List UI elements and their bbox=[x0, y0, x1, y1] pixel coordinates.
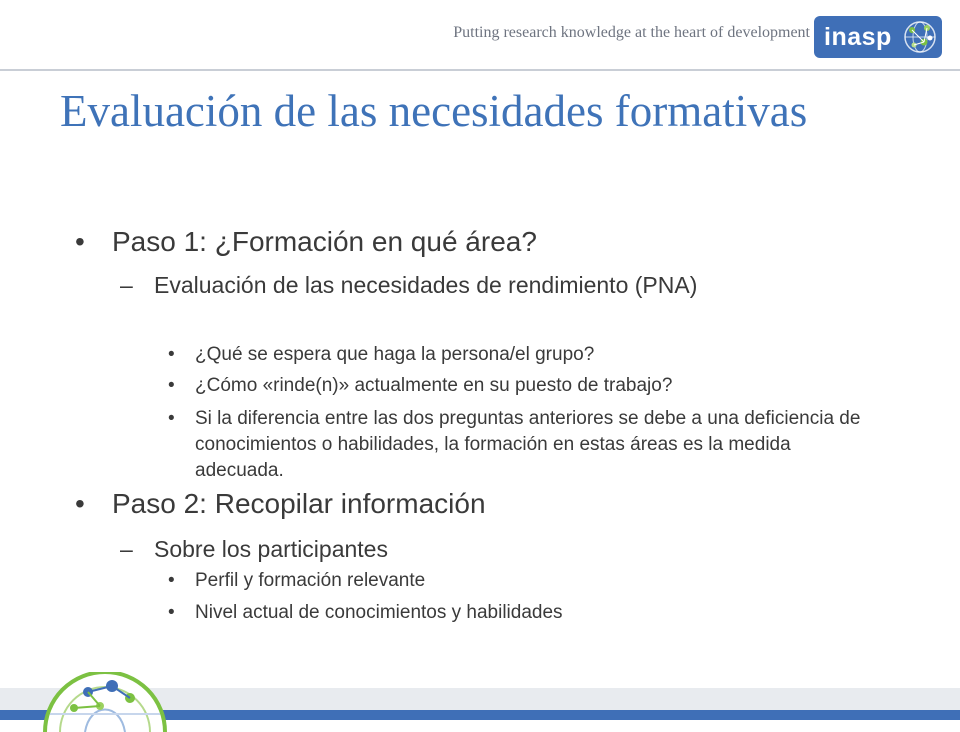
bullet-level-3 bbox=[168, 406, 875, 484]
slide-title: Evaluación de las necesidades formativas bbox=[60, 86, 808, 136]
bullet-text: Nivel actual de conocimientos y habilidades bbox=[195, 602, 563, 623]
bullet-marker: • bbox=[75, 226, 85, 257]
bullet-text: ¿Qué se espera que haga la persona/el grupo? bbox=[195, 344, 595, 365]
inasp-logo bbox=[814, 16, 942, 58]
bullet-level-3 bbox=[168, 344, 855, 366]
bullet-level-3 bbox=[168, 602, 795, 624]
bullet-text: Si la diferencia entre las dos preguntas anteriores se debe a una deficiencia de conocimientos o habilidades, la formación en estas áreas es la medida adecuada. bbox=[195, 408, 861, 481]
bullet-text: Evaluación de las necesidades de rendimiento (PNA) bbox=[154, 272, 698, 298]
bullet-text: ¿Cómo «rinde(n)» actualmente en su puesto de trabajo? bbox=[195, 375, 673, 396]
bullet-level-3 bbox=[168, 570, 795, 592]
bullet-level-2 bbox=[120, 272, 824, 298]
dash-marker: – bbox=[120, 536, 133, 562]
bullet-marker: • bbox=[168, 570, 175, 591]
dash-marker: – bbox=[120, 272, 133, 298]
bullet-level-3 bbox=[168, 375, 875, 397]
header-divider bbox=[0, 69, 960, 71]
logo-text: inasp bbox=[824, 22, 892, 51]
tagline: Putting research knowledge at the heart of development bbox=[453, 24, 810, 41]
bullet-marker: • bbox=[75, 488, 85, 519]
bullet-level-1 bbox=[75, 226, 722, 258]
bullet-level-1 bbox=[75, 488, 722, 520]
bullet-marker: • bbox=[168, 408, 175, 429]
bullet-text: Perfil y formación relevante bbox=[195, 570, 426, 591]
bullet-text: Sobre los participantes bbox=[154, 536, 388, 562]
bullet-level-2 bbox=[120, 536, 754, 563]
bullet-marker: • bbox=[168, 375, 175, 396]
bullet-text: Paso 1: ¿Formación en qué área? bbox=[112, 226, 537, 257]
bullet-marker: • bbox=[168, 602, 175, 623]
bullet-marker: • bbox=[168, 344, 175, 365]
bullet-text: Paso 2: Recopilar información bbox=[112, 488, 486, 519]
globe-network-icon bbox=[902, 19, 938, 55]
footer-globe-icon bbox=[40, 672, 170, 732]
